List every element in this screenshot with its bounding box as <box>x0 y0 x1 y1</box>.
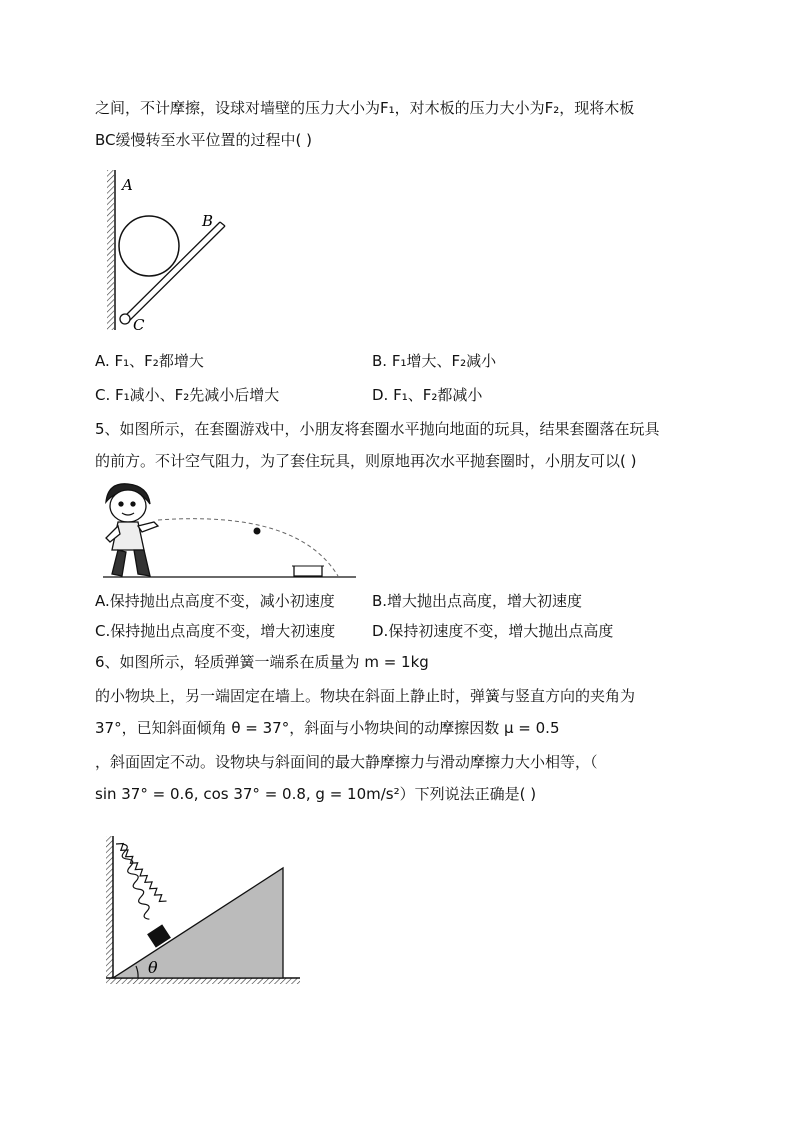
q6-text-line1: 6、如图所示，轻质弹簧一端系在质量为 m = 1kg <box>95 653 429 671</box>
spring <box>116 840 167 904</box>
q4-option-b: B. F₁增大、F₂减小 <box>372 352 497 370</box>
q4-option-c: C. F₁减小、F₂先减小后增大 <box>95 386 280 404</box>
q6-text-line4: ，斜面固定不动。设物块与斜面间的最大静摩擦力与滑动摩擦力大小相等，（ <box>95 753 598 771</box>
wall <box>106 836 113 978</box>
q4-figure <box>98 168 238 343</box>
ring-ball <box>254 528 261 535</box>
wall <box>107 170 114 330</box>
ground <box>106 978 300 984</box>
q5-option-a: A.保持抛出点高度不变，减小初速度 <box>95 592 335 610</box>
q6-text-line3: 37°，已知斜面倾角 θ = 37°，斜面与小物块间的动摩擦因数 μ = 0.5 <box>95 719 560 737</box>
label-C: C <box>133 316 145 334</box>
theta-label: θ <box>148 958 158 977</box>
child-illustration <box>106 484 158 576</box>
q5-text-line2: 的前方。不计空气阻力，为了套住玩具，则原地再次水平抛套圈时，小朋友可以( ) <box>95 452 637 470</box>
toy-container <box>294 566 322 576</box>
trajectory <box>158 519 338 576</box>
q4-option-d: D. F₁、F₂都减小 <box>372 386 483 404</box>
q5-option-d: D.保持初速度不变，增大抛出点高度 <box>372 622 614 640</box>
label-B: B <box>202 212 214 230</box>
label-A: A <box>122 176 133 194</box>
q4-text-line1: 之间，不计摩擦，设球对墙壁的压力大小为F₁，对木板的压力大小为F₂，现将木板 <box>95 99 635 117</box>
q4-option-a: A. F₁、F₂都增大 <box>95 352 204 370</box>
q5-option-b: B.增大抛出点高度，增大初速度 <box>372 592 583 610</box>
q5-figure <box>98 480 360 580</box>
ball <box>119 216 179 276</box>
q6-figure <box>100 830 305 990</box>
q5-option-c: C.保持抛出点高度不变，增大初速度 <box>95 622 336 640</box>
hinge <box>120 314 130 324</box>
q6-text-line2: 的小物块上，另一端固定在墙上。物块在斜面上静止时，弹簧与竖直方向的夹角为 <box>95 687 636 705</box>
incline <box>113 868 283 978</box>
q6-text-line5: sin 37° = 0.6, cos 37° = 0.8, g = 10m/s²）下列说法正确是( ) <box>95 785 537 803</box>
q4-text-line2: BC缓慢转至水平位置的过程中( ) <box>95 131 312 149</box>
q5-text-line1: 5、如图所示，在套圈游戏中，小朋友将套圈水平抛向地面的玩具，结果套圈落在玩具 <box>95 420 660 438</box>
